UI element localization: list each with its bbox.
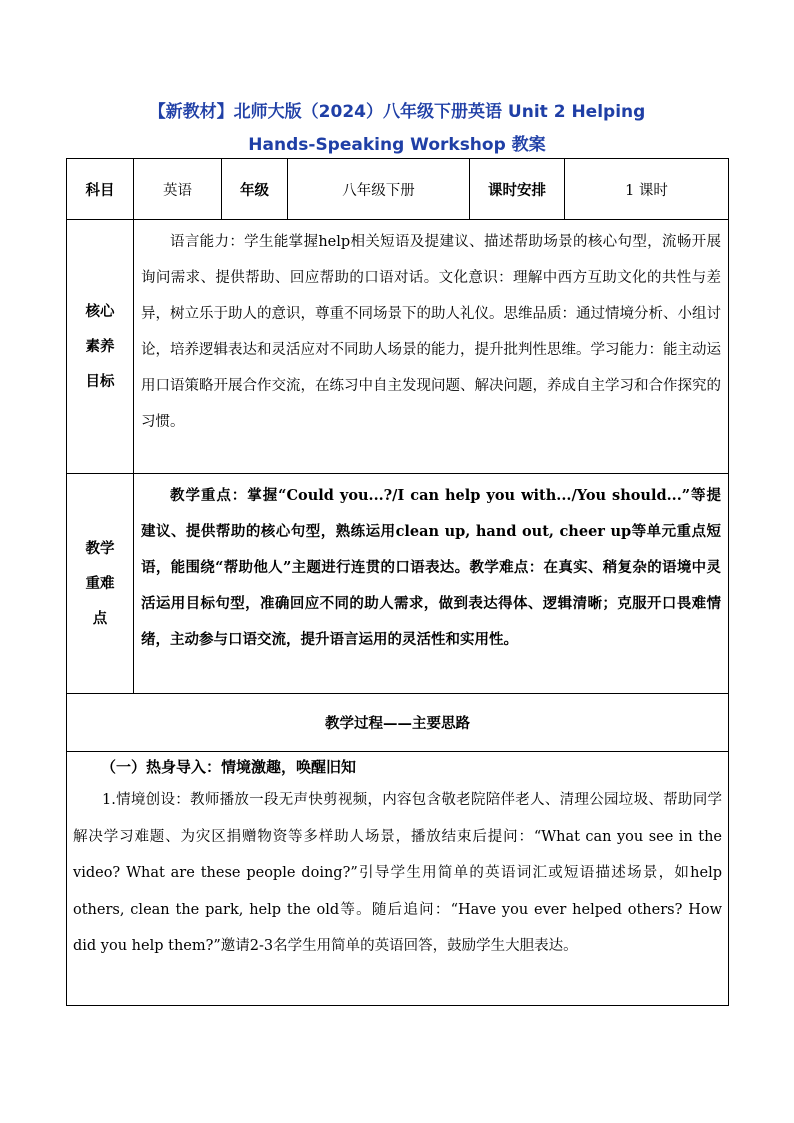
title-line-2: Hands-Speaking Workshop 教案	[248, 135, 546, 155]
core-goals-row	[67, 220, 729, 474]
key-points-label-line: 重难	[85, 575, 115, 592]
warmup-section-title: （一）热身导入：情境激趣，唤醒旧知	[101, 758, 357, 776]
subject-label: 科目	[67, 159, 134, 220]
core-goals-text: 语言能力：学生能掌握help相关短语及提建议、描述帮助场景的核心句型，流畅开展询问需求、提供帮助、回应帮助的口语对话。文化意识：理解中西方互助文化的共性与差异，树立乐于助人的意识，尊重不同场景下的助人礼仪。思维品质：通过情境分析、小组讨论，培养逻辑表达和灵活应对不同助人场景的能力，提升批判性思维。学习能力：能主动运用口语策略开展合作交流，在练习中自主发现问题、解决问题，养成自主学习和合作探究的习惯。	[134, 220, 729, 474]
process-body-row	[67, 752, 729, 1006]
subject-value: 英语	[134, 159, 222, 220]
title-line-1: 【新教材】北师大版（2024）八年级下册英语 Unit 2 Helping	[148, 102, 646, 122]
process-body	[67, 752, 729, 1006]
core-goals-label-line: 核心	[85, 303, 115, 320]
key-points-label-line: 教学	[85, 540, 115, 557]
key-points-label-line: 点	[92, 610, 108, 627]
key-points-label	[67, 474, 134, 694]
grade-value: 八年级下册	[288, 159, 470, 220]
key-points-row	[67, 474, 729, 694]
process-header: 教学过程——主要思路	[67, 694, 729, 752]
header-row	[67, 159, 729, 220]
hours-value: 1 课时	[565, 159, 729, 220]
core-goals-label	[67, 220, 134, 474]
key-points-text: 教学重点：掌握“Could you...?/I can help you with.../You should...”等提建议、提供帮助的核心句型，熟练运用clean up, hand out, cheer up等单元重点短语，能围绕“帮助他人”主题进行连贯的口语表达。教学难点：在真实、稍复杂的语境中灵活运用目标句型，准确回应不同的助人需求，做到表达得体、逻辑清晰；克服开口畏难情绪，主动参与口语交流，提升语言运用的灵活性和实用性。	[134, 474, 729, 694]
warmup-section-text: 1.情境创设：教师播放一段无声快剪视频，内容包含敬老院陪伴老人、清理公园垃圾、帮助同学解决学习难题、为灾区捐赠物资等多样助人场景，播放结束后提问：“What can you see in the video? What are these people doing?”引导学生用简单的英语词汇或短语描述场景，如help others, clean the park, help the old等。随后追问：“Have you ever helped others? How did you help them?”邀请2-3名学生用简单的英语回答，鼓励学生大胆表达。	[73, 792, 722, 954]
document-title	[60, 96, 734, 162]
core-goals-label-line: 素养	[85, 338, 115, 355]
grade-label: 年级	[222, 159, 288, 220]
process-header-row	[67, 694, 729, 752]
hours-label: 课时安排	[470, 159, 565, 220]
lesson-plan-table	[66, 158, 729, 1006]
core-goals-label-line: 目标	[85, 373, 115, 390]
